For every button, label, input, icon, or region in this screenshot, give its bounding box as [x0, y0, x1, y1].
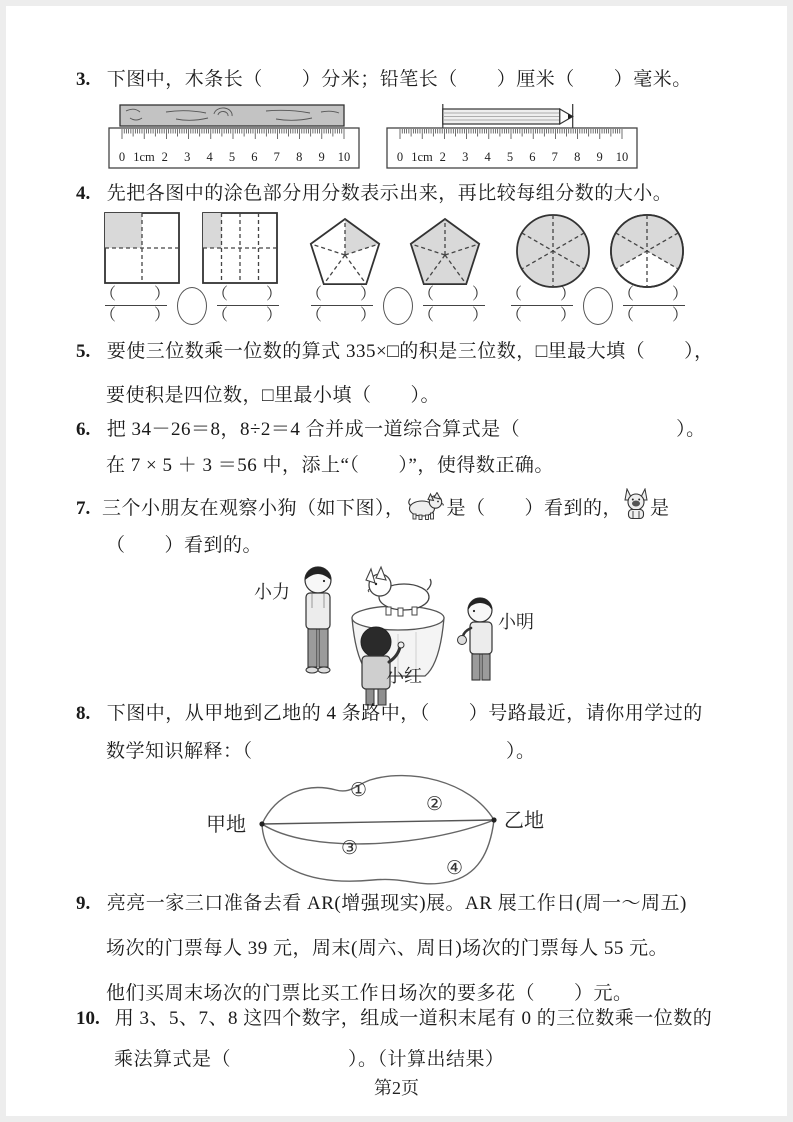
- route-1-label: ①: [350, 780, 368, 801]
- numerator-blank: （ ）: [418, 286, 491, 303]
- denominator-blank: （ ）: [506, 307, 579, 324]
- fraction-blank: [618, 286, 690, 325]
- fraction-compare-group: [506, 286, 690, 325]
- label-kid-right: 小明: [498, 612, 534, 632]
- question-3-line: [76, 66, 776, 94]
- question-9-line2: [76, 935, 793, 963]
- question-text: 把 34－26＝8，8÷2＝4 合并成一道综合算式是（ ）。: [106, 419, 706, 440]
- ruler-number: 4: [206, 150, 213, 164]
- observation-scene: [228, 550, 564, 713]
- question-number: 10.: [76, 1008, 100, 1029]
- fraction-bar: [511, 305, 573, 306]
- wood-ruler-figure: [106, 102, 362, 177]
- question-number: 8.: [76, 703, 91, 724]
- page-number: 第2页: [374, 1078, 419, 1098]
- route-4-label: ④: [446, 858, 464, 879]
- question-text: 要使积是四位数，□里最小填（ ）。: [106, 385, 440, 406]
- question-text: 用 3、5、7、8 这四个数字，组成一道积末尾有 0 的三位数乘一位数的: [114, 1008, 713, 1029]
- place-right-dot: [491, 817, 496, 822]
- denominator-blank: （ ）: [212, 307, 285, 324]
- question-8-line2: [76, 738, 793, 766]
- question-9-line1: [76, 890, 776, 918]
- fraction-bar: [623, 305, 685, 306]
- fraction-bar: [105, 305, 167, 306]
- ruler-number: 8: [296, 150, 303, 164]
- question-text: 场次的门票每人 39 元，周末(周六、周日)场次的门票每人 55 元。: [106, 938, 669, 959]
- question-5-line1: [76, 338, 776, 366]
- numerator-blank: （ ）: [506, 286, 579, 303]
- ruler-number: 7: [273, 150, 280, 164]
- ruler-number: 5: [506, 150, 514, 164]
- ruler-number: 8: [574, 150, 581, 164]
- ruler-number: 9: [596, 150, 603, 164]
- question-text: 在 7 × 5 ＋ 3 ＝56 中，添上“（ ）”，使得数正确。: [106, 455, 554, 476]
- fraction-compare-group: [100, 286, 284, 325]
- fraction-circle-2: [608, 212, 686, 295]
- dog-side-view-icon: [407, 492, 445, 529]
- fraction-square-1: [104, 212, 180, 291]
- question-4-line: [76, 180, 776, 208]
- ruler-number: 9: [318, 150, 325, 164]
- question-text: 下图中，木条长（ ）分米；铅笔长（ ）厘米（ ）毫米。: [106, 69, 692, 90]
- question-number: 6.: [76, 419, 91, 440]
- place-right-label: 乙地: [504, 810, 544, 832]
- question-8-line1: [76, 700, 776, 728]
- ruler-number: 3: [184, 150, 191, 164]
- route-2: [262, 820, 494, 824]
- fraction-bar: [311, 305, 373, 306]
- question-text: 数学知识解释：（ ）。: [106, 741, 536, 762]
- question-6-line1: [76, 416, 776, 444]
- comparison-circle: [383, 287, 413, 325]
- question-number: 9.: [76, 893, 91, 914]
- ruler-number: 6: [251, 150, 258, 164]
- question-text: 先把各图中的涂色部分用分数表示出来，再比较每组分数的大小。: [106, 183, 673, 204]
- denominator-blank: （ ）: [618, 307, 691, 324]
- route-map-figure: [198, 770, 622, 895]
- denominator-blank: （ ）: [418, 307, 491, 324]
- label-kid-front: 小红: [386, 666, 422, 686]
- numerator-blank: （ ）: [100, 286, 173, 303]
- place-left-dot: [259, 821, 264, 826]
- question-text: 是: [650, 498, 670, 519]
- comparison-circle: [583, 287, 613, 325]
- dog-front-view-icon: [624, 488, 648, 529]
- ruler-number: 4: [484, 150, 491, 164]
- question-text: 下图中，从甲地到乙地的 4 条路中，（ ）号路最近，请你用学过的: [106, 703, 703, 724]
- question-5-line2: [76, 382, 793, 410]
- question-text: （ ）看到的。: [106, 535, 263, 556]
- question-6-line2: [76, 452, 793, 480]
- question-text: 乘法算式是（ ）。（计算出结果）: [114, 1049, 505, 1070]
- wood-ruler-svg: [106, 102, 362, 172]
- ruler-number: 0: [118, 150, 126, 164]
- ruler-number: 3: [462, 150, 469, 164]
- pencil-ruler-figure: [384, 102, 640, 177]
- label-kid-left: 小力: [254, 582, 290, 602]
- question-9-line3: [76, 980, 793, 1008]
- ruler-number: 1cm: [411, 150, 433, 164]
- question-text: 是（ ）看到的，: [446, 498, 623, 519]
- fraction-square-2: [202, 212, 278, 291]
- numerator-blank: （ ）: [212, 286, 285, 303]
- fraction-bar: [217, 305, 279, 306]
- fraction-bar: [423, 305, 485, 306]
- denominator-blank: （ ）: [100, 307, 173, 324]
- ruler-number: 0: [396, 150, 404, 164]
- question-number: 7.: [76, 498, 91, 519]
- numerator-blank: （ ）: [306, 286, 379, 303]
- ruler-number: 1cm: [133, 150, 155, 164]
- place-left-label: 甲地: [206, 814, 246, 836]
- denominator-blank: （ ）: [306, 307, 379, 324]
- question-10-line1: [76, 1005, 776, 1033]
- question-text: 亮亮一家三口准备去看 AR(增强现实)展。AR 展工作日(周一～周五): [106, 893, 687, 914]
- question-number: 3.: [76, 69, 91, 90]
- fraction-blank: [306, 286, 378, 325]
- kid-right-figure: [458, 598, 493, 680]
- ruler-number: 7: [551, 150, 558, 164]
- question-text: 三个小朋友在观察小狗（如下图），: [102, 498, 405, 519]
- route-3-label: ③: [341, 838, 359, 859]
- question-number: 5.: [76, 341, 91, 362]
- numerator-blank: （ ）: [618, 286, 691, 303]
- fraction-blank: [100, 286, 172, 325]
- ruler-number: 2: [439, 150, 446, 164]
- ruler-number: 10: [615, 150, 629, 164]
- question-text: 他们买周末场次的门票比买工作日场次的要多花（ ）元。: [106, 983, 633, 1004]
- fraction-pentagon-2: [404, 214, 486, 295]
- question-text: 要使三位数乘一位数的算式 335×□的积是三位数，□里最大填（ ），: [106, 341, 714, 362]
- fraction-circle-1: [514, 212, 592, 295]
- fraction-compare-row: [0, 286, 793, 338]
- fraction-pentagon-1: [304, 214, 386, 295]
- ruler-number: 6: [529, 150, 536, 164]
- fraction-blank: [212, 286, 284, 325]
- ruler-number: 2: [161, 150, 168, 164]
- route-2-label: ②: [426, 794, 444, 815]
- question-number: 4.: [76, 183, 91, 204]
- fraction-blank: [418, 286, 490, 325]
- question-7-line1: [76, 488, 776, 529]
- ruler-number: 10: [337, 150, 351, 164]
- pencil-ruler-svg: [384, 102, 640, 172]
- comparison-circle: [177, 287, 207, 325]
- route-1: [262, 776, 494, 824]
- question-10-line2: [76, 1046, 793, 1074]
- fraction-compare-group: [306, 286, 490, 325]
- fraction-blank: [506, 286, 578, 325]
- kid-left-figure: [305, 567, 331, 673]
- ruler-number: 5: [228, 150, 236, 164]
